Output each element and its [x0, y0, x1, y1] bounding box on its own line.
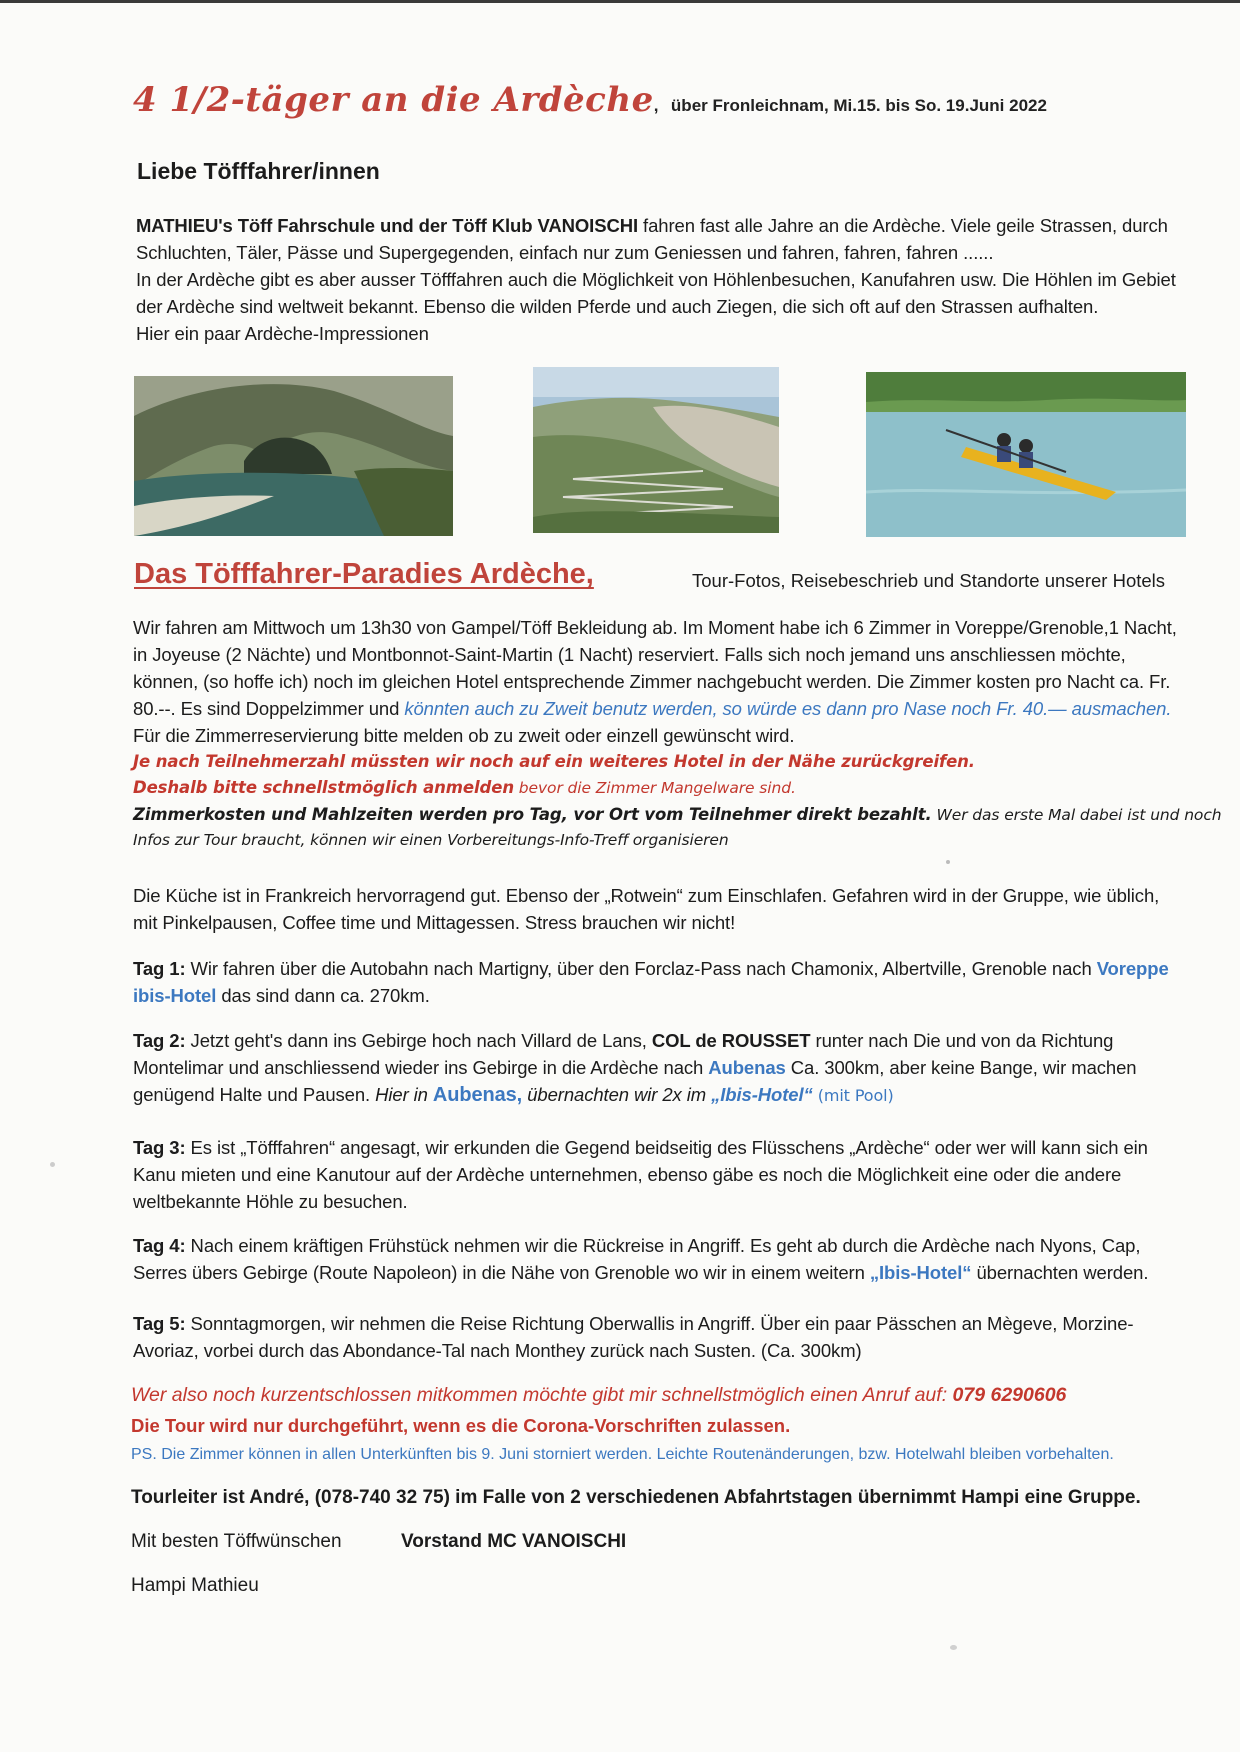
- intro-line3: In der Ardèche gibt es aber ausser Töfffahren auch die Möglichkeit von Höhlenbesuchen, Kanufahren usw. Die Höhlen im Gebiet: [136, 269, 1176, 290]
- kitchen-paragraph: [133, 882, 1223, 936]
- day4-line1: Nach einem kräftigen Frühstück nehmen wir die Rückreise in Angriff. Es geht ab durch die Ardèche nach Nyons, Cap,: [185, 1235, 1141, 1256]
- mountain-road-photo: [533, 367, 779, 533]
- arch-river-illustration: [134, 376, 453, 536]
- day1-line2: das sind dann ca. 270km.: [216, 985, 430, 1006]
- day1-label: Tag 1:: [133, 958, 186, 979]
- greeting: Liebe Töfffahrer/innen: [137, 158, 380, 184]
- body-line9: Infos zur Tour braucht, können wir einen Vorbereitungs-Info-Treff organisieren: [133, 831, 729, 849]
- body-line8a: Zimmerkosten und Mahlzeiten werden pro Tag, vor Ort vom Teilnehmer direkt bezahlt.: [133, 805, 932, 824]
- body-line2: in Joyeuse (2 Nächte) und Montbonnot-Saint-Martin (1 Nacht) reserviert. Falls sich noch jemand uns anschliessen möchte,: [133, 644, 1126, 665]
- day5-line1: Sonntagmorgen, wir nehmen die Reise Richtung Oberwallis in Angriff. Über ein paar Pässchen an Mègeve, Morzine-: [185, 1313, 1134, 1334]
- day4-label: Tag 4:: [133, 1235, 186, 1256]
- day2-pool: (mit Pool): [812, 1086, 894, 1105]
- day5-label: Tag 5:: [133, 1313, 186, 1334]
- intro-paragraph: [136, 212, 1216, 347]
- body-line3: können, (so hoffe ich) noch im gleichen Hotel entsprechende Zimmer nachgebucht werden. Die Zimmer kosten pro Nacht ca. Fr.: [133, 671, 1171, 692]
- day2-line2a: Montelimar und anschliessend wieder ins Gebirge in die Ardèche nach: [133, 1057, 709, 1078]
- day2-line3b: Hier in: [375, 1084, 433, 1105]
- scan-speck: [946, 860, 950, 864]
- day2-line1c: runter nach Die und von da Richtung: [810, 1030, 1114, 1051]
- board-signoff: Vorstand MC VANOISCHI: [401, 1531, 627, 1552]
- day1-hotel: ibis-Hotel: [133, 985, 217, 1006]
- arch-river-photo: [134, 376, 453, 536]
- intro-line4: der Ardèche sind weltweit bekannt. Ebenso die wilden Pferde und auch Ziegen, die sich oft auf den Strassen aufhalten.: [136, 296, 1099, 317]
- title-comma: ,: [653, 96, 659, 115]
- day2-aubenas2: Aubenas,: [432, 1084, 523, 1106]
- kayak-illustration: [866, 372, 1186, 537]
- section-heading: Das Töfffahrer-Paradies Ardèche,: [134, 558, 594, 590]
- day3-line3: weltbekannte Höhle zu besuchen.: [133, 1191, 408, 1212]
- signature-name: Hampi Mathieu: [131, 1575, 259, 1596]
- day4-line2c: übernachten werden.: [971, 1262, 1149, 1283]
- kitchen-line2: mit Pinkelpausen, Coffee time und Mittagessen. Stress brauchen wir nicht!: [133, 912, 736, 933]
- day2-col: COL de ROUSSET: [651, 1030, 811, 1051]
- day5-paragraph: [133, 1310, 1223, 1364]
- intro-bold-lead: MATHIEU's Töff Fahrschule und der Töff Klub VANOISCHI: [136, 215, 639, 236]
- day2-aubenas: Aubenas: [708, 1057, 786, 1078]
- day5-line2: Avoriaz, vorbei durch das Abondance-Tal nach Monthey zurück nach Susten. (Ca. 300km): [133, 1340, 862, 1361]
- day2-hotel: „Ibis-Hotel“: [711, 1084, 813, 1105]
- day2-line2c: Ca. 300km, aber keine Bange, wir machen: [785, 1057, 1137, 1078]
- body-line1: Wir fahren am Mittwoch um 13h30 von Gampel/Töff Bekleidung ab. Im Moment habe ich 6 Zimmer in Voreppe/Grenoble,1 Nacht,: [133, 617, 1177, 638]
- call-phone: 079 6290606: [952, 1384, 1067, 1406]
- best-wishes: Mit besten Töffwünschen: [131, 1531, 342, 1552]
- trip-date: über Fronleichnam, Mi.15. bis So. 19.Juni 2022: [670, 96, 1047, 115]
- day3-line2: Kanu mieten und eine Kanutour auf der Ardèche unternehmen, ebenso gäbe es noch die Möglichkeit eine oder die andere: [133, 1164, 1122, 1185]
- day3-paragraph: [133, 1134, 1223, 1215]
- day4-line2a: Serres übers Gebirge (Route Napoleon) in die Nähe von Grenoble wo wir in einem weitern: [133, 1262, 870, 1283]
- intro-line5: Hier ein paar Ardèche-Impressionen: [136, 323, 429, 344]
- intro-line1: fahren fast alle Jahre an die Ardèche. Viele geile Strassen, durch: [638, 215, 1168, 236]
- header: [133, 80, 1047, 120]
- tour-leader: Tourleiter ist André, (078-740 32 75) im Falle von 2 verschiedenen Abfahrtstagen übernimmt Hampi eine Gruppe.: [131, 1487, 1141, 1508]
- kitchen-line1: Die Küche ist in Frankreich hervorragend gut. Ebenso der „Rotwein“ zum Einschlafen. Gefahren wird in der Gruppe, wie üblich,: [133, 885, 1160, 906]
- body-line5: Für die Zimmerreservierung bitte melden ob zu zweit oder einzell gewünscht wird.: [133, 725, 795, 746]
- kayak-photo: [866, 372, 1186, 537]
- body-line4a: 80.--. Es sind Doppelzimmer und: [133, 698, 405, 719]
- day3-label: Tag 3:: [133, 1137, 186, 1158]
- body-line6: Je nach Teilnehmerzahl müssten wir noch auf ein weiteres Hotel in der Nähe zurückgreifen.: [133, 752, 975, 771]
- body-line7a: Deshalb bitte schnellstmöglich anmelden: [133, 778, 514, 797]
- section-aside: Tour-Fotos, Reisebeschrieb und Standorte unserer Hotels: [692, 570, 1166, 591]
- day1-line1: Wir fahren über die Autobahn nach Martigny, über den Forclaz-Pass nach Chamonix, Albertville, Grenoble nach: [185, 958, 1097, 979]
- ps-note: PS. Die Zimmer können in allen Unterkünften bis 9. Juni storniert werden. Leichte Routenänderungen, bzw. Hotelwahl bleiben vorbehalten.: [131, 1446, 1114, 1463]
- day4-hotel: „Ibis-Hotel“: [869, 1262, 972, 1283]
- call-text: Wer also noch kurzentschlossen mitkommen möchte gibt mir schnellstmöglich einen Anruf auf:: [131, 1384, 953, 1406]
- day2-paragraph: [133, 1027, 1223, 1109]
- scan-speck-left: [50, 1162, 55, 1167]
- call-line: [131, 1384, 1231, 1407]
- day3-line1: Es ist „Töfffahren“ angesagt, wir erkunden die Gegend beidseitig des Flüsschens „Ardèche“ oder wer will kann sich ein: [185, 1137, 1148, 1158]
- trip-title: 4 1/2-täger an die Ardèche: [133, 80, 654, 120]
- day2-line1a: Jetzt geht's dann ins Gebirge hoch nach Villard de Lans,: [185, 1030, 652, 1051]
- scan-speck-bottom: [950, 1645, 957, 1650]
- day1-paragraph: [133, 955, 1223, 1009]
- scan-top-border: [0, 0, 1240, 3]
- day1-voreppe: Voreppe: [1096, 958, 1169, 979]
- day4-paragraph: [133, 1232, 1223, 1286]
- body-line4b: könnten auch zu Zweit benutz werden, so würde es dann pro Nase noch Fr. 40.— ausmachen.: [404, 698, 1172, 719]
- day2-line3a: genügend Halte und Pausen.: [133, 1084, 376, 1105]
- body-line7b: bevor die Zimmer Mangelware sind.: [513, 779, 796, 797]
- mountain-road-illustration: [533, 367, 779, 533]
- reservation-paragraph: [133, 614, 1223, 852]
- day2-line3d: übernachten wir 2x im: [522, 1084, 712, 1105]
- intro-line2: Schluchten, Täler, Pässe und Supergegenden, einfach nur zum Geniessen und fahren, fahren, fahren ......: [136, 242, 994, 263]
- body-line8b: Wer das erste Mal dabei ist und noch: [931, 806, 1222, 824]
- day2-label: Tag 2:: [133, 1030, 186, 1051]
- corona-note: Die Tour wird nur durchgeführt, wenn es die Corona-Vorschriften zulassen.: [131, 1415, 791, 1436]
